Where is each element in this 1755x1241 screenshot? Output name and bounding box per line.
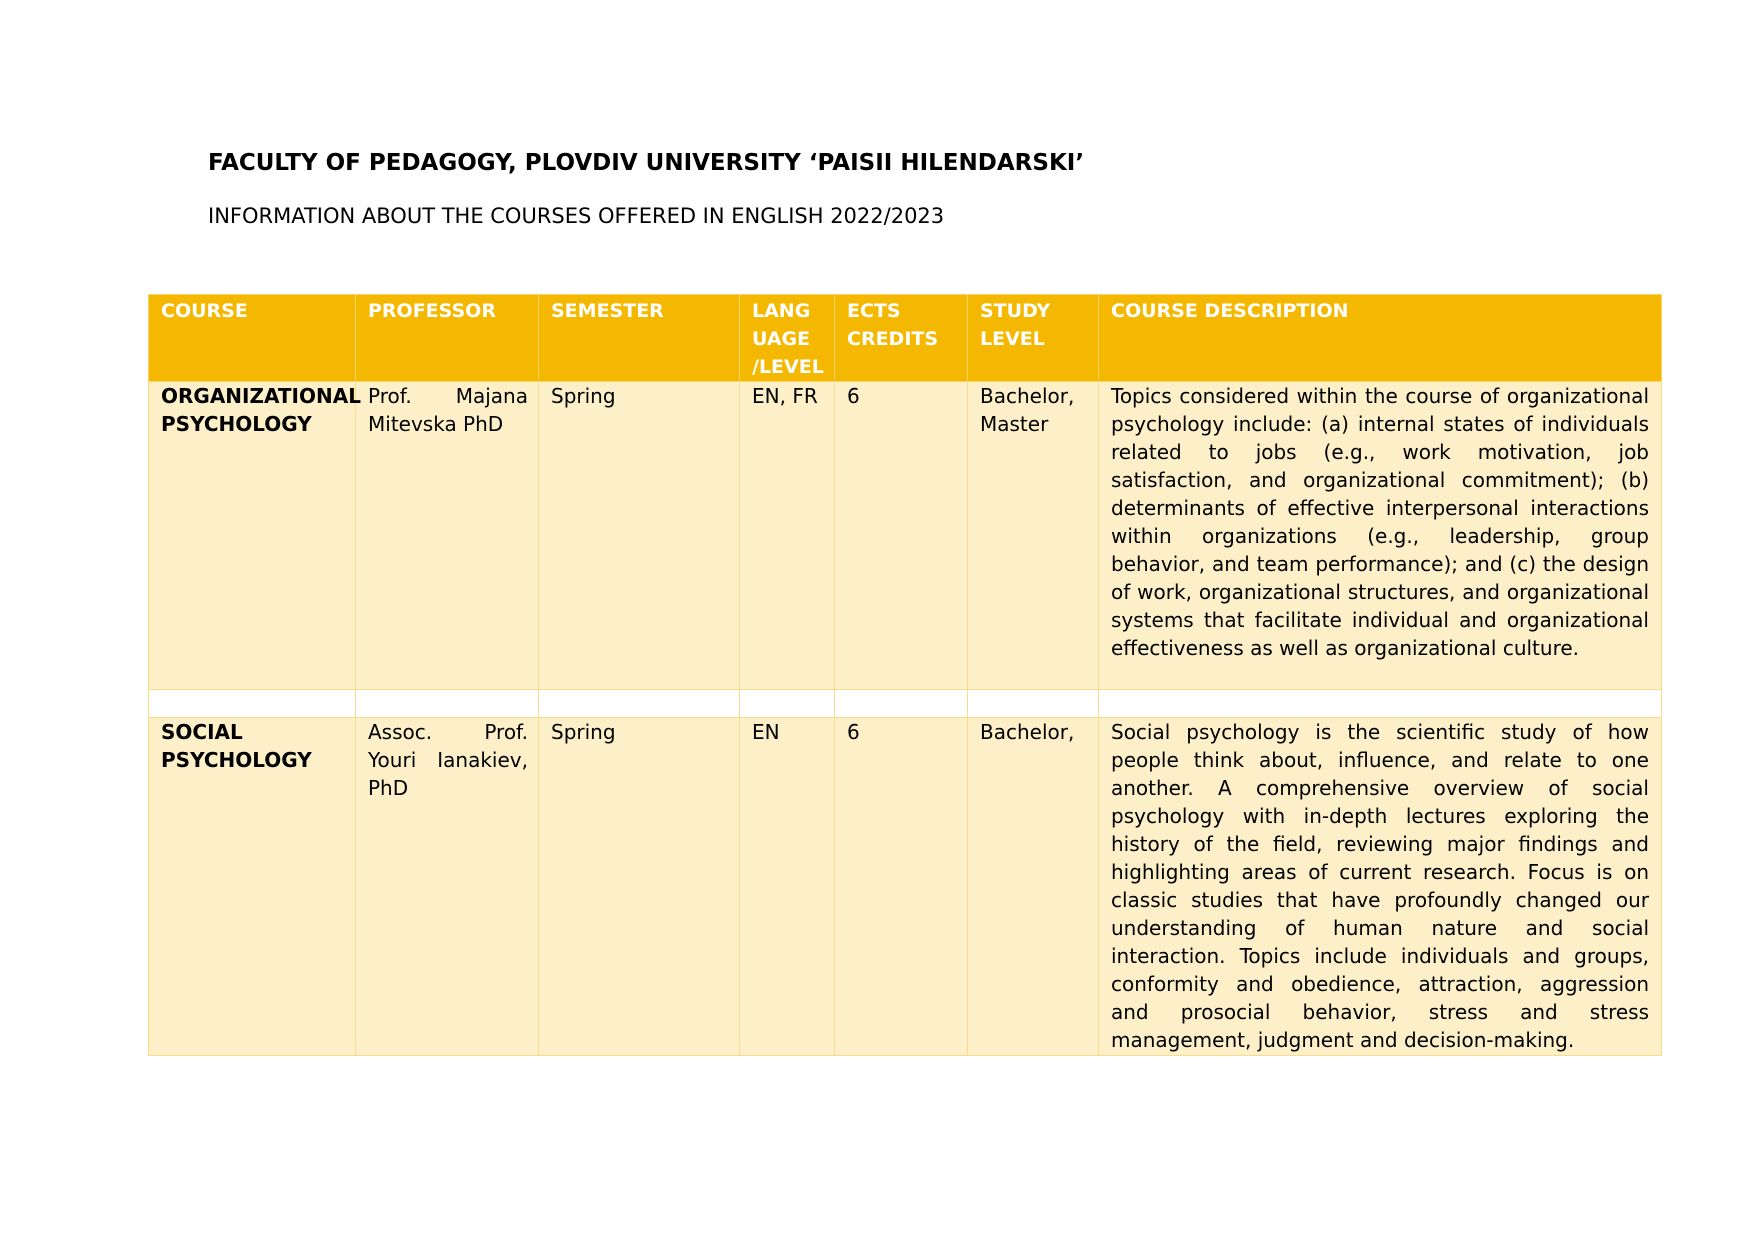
table-header-row [149, 295, 1662, 382]
column-header-description: COURSE DESCRIPTION [1099, 295, 1662, 382]
language-cell: EN, FR [740, 382, 835, 690]
study-level-cell: Bachelor, [968, 718, 1099, 1056]
professor-cell: Assoc. Prof. Youri Ianakiev, PhD [356, 718, 539, 1056]
professor-cell: Prof. Majana Mitevska PhD [356, 382, 539, 690]
document-subtitle: INFORMATION ABOUT THE COURSES OFFERED IN ENGLISH 2022/2023 [208, 204, 945, 228]
semester-cell: Spring [539, 382, 740, 690]
courses-table [148, 294, 1662, 1056]
ects-cell: 6 [835, 718, 968, 1056]
course-cell: ORGANIZATIONAL PSYCHOLOGY [149, 382, 356, 690]
column-header-professor: PROFESSOR [356, 295, 539, 382]
language-cell: EN [740, 718, 835, 1056]
description-cell: Topics considered within the course of organizational psychology include: (a) internal states of individuals related to jobs (e.g., work motivation, job satisfaction, and organizational commitment); (b) determinants of effective interpersonal interactions within organizations (e.g., leadership, group behavior, and team performance); and (c) the design of work, organizational structures, and organizational systems that facilitate individual and organizational effectiveness as well as organizational culture. [1099, 382, 1662, 690]
document-title: FACULTY OF PEDAGOGY, PLOVDIV UNIVERSITY ‘PAISII HILENDARSKI’ [208, 150, 1085, 176]
spacer-row [149, 690, 1662, 718]
column-header-ects: ECTS CREDITS [835, 295, 968, 382]
table-row [149, 382, 1662, 690]
table-row [149, 718, 1662, 1056]
ects-cell: 6 [835, 382, 968, 690]
semester-cell: Spring [539, 718, 740, 1056]
course-cell: SOCIAL PSYCHOLOGY [149, 718, 356, 1056]
column-header-language: LANG UAGE /LEVEL [740, 295, 835, 382]
study-level-cell: Bachelor, Master [968, 382, 1099, 690]
description-cell: Social psychology is the scientific study of how people think about, influence, and relate to one another. A comprehensive overview of social psychology with in-depth lectures exploring the history of the field, reviewing major findings and highlighting areas of current research. Focus is on classic studies that have profoundly changed our understanding of human nature and social interaction. Topics include individuals and groups, conformity and obedience, attraction, aggression and prosocial behavior, stress and stress management, judgment and decision-making. [1099, 718, 1662, 1056]
column-header-course: COURSE [149, 295, 356, 382]
column-header-study-level: STUDY LEVEL [968, 295, 1099, 382]
column-header-semester: SEMESTER [539, 295, 740, 382]
